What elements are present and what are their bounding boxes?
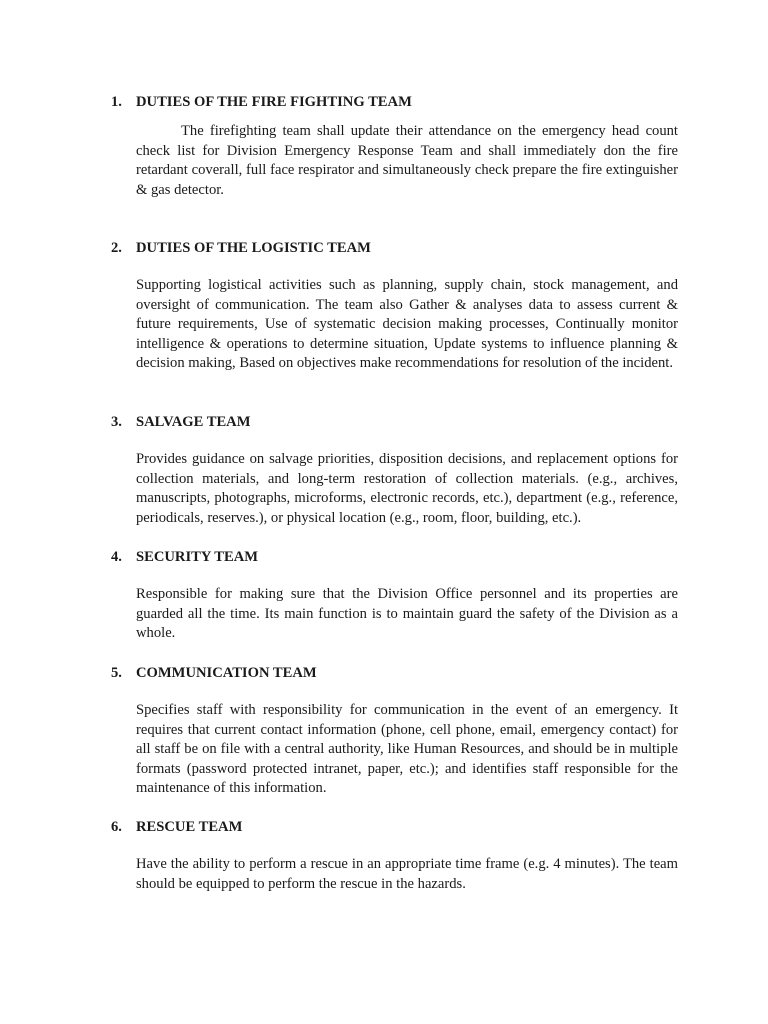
section-title: SECURITY TEAM — [136, 549, 259, 565]
section-title: RESCUE TEAM — [136, 819, 243, 835]
section-communication-team — [111, 664, 678, 799]
section-title: COMMUNICATION TEAM — [136, 665, 317, 681]
section-heading — [111, 239, 678, 258]
section-heading — [111, 664, 678, 683]
section-heading — [111, 93, 678, 112]
section-title: DUTIES OF THE LOGISTIC TEAM — [136, 240, 371, 256]
section-fire-fighting-team — [111, 93, 678, 200]
section-body: The firefighting team shall update their attendance on the emergency head count check list for Division Emergency Response Team and shall immediately don the fire retardant coverall, full face respirator and simultaneously check prepare the fire extinguisher & gas detector. — [136, 123, 678, 198]
section-body: Have the ability to perform a rescue in an appropriate time frame (e.g. 4 minutes). The team should be equipped to perform the rescue in the hazards. — [136, 856, 678, 892]
section-body: Specifies staff with responsibility for communication in the event of an emergency. It requires that current contact information (phone, cell phone, email, emergency contact) for all staff be on file with a central authority, like Human Resources, and should be in multiple formats (password protected intranet, paper, etc.); and identifies staff responsible for the maintenance of this information. — [136, 702, 678, 796]
section-heading — [111, 818, 678, 837]
section-heading — [111, 548, 678, 567]
section-number: 4. — [111, 549, 122, 565]
section-number: 6. — [111, 819, 122, 835]
section-title: SALVAGE TEAM — [136, 414, 251, 430]
section-number: 2. — [111, 240, 122, 256]
section-number: 5. — [111, 665, 122, 681]
section-security-team — [111, 548, 678, 644]
section-body: Supporting logistical activities such as planning, supply chain, stock management, and oversight of communication. The team also Gather & analyses data to assess current & future requirements, Use of systematic decision making processes, Continually monitor intelligence & operations to determine situation, Update systems to influence planning & decision making, Based on objectives make recommendations for resolution of the incident. — [136, 277, 678, 371]
section-number: 1. — [111, 94, 122, 110]
section-heading — [111, 413, 678, 432]
section-rescue-team — [111, 818, 678, 894]
section-body: Provides guidance on salvage priorities, disposition decisions, and replacement options for collection materials, and long-term restoration of collection materials. (e.g., archives, manuscripts, photographs, microforms, electronic records, etc.), department (e.g., reference, periodicals, reserves.), or physical location (e.g., room, floor, building, etc.). — [136, 451, 678, 526]
section-number: 3. — [111, 414, 122, 430]
section-salvage-team — [111, 413, 678, 528]
section-logistic-team — [111, 239, 678, 374]
section-body: Responsible for making sure that the Division Office personnel and its properties are guarded all the time. Its main function is to maintain guard the safety of the Division as a whole. — [136, 586, 678, 641]
section-title: DUTIES OF THE FIRE FIGHTING TEAM — [136, 94, 412, 110]
